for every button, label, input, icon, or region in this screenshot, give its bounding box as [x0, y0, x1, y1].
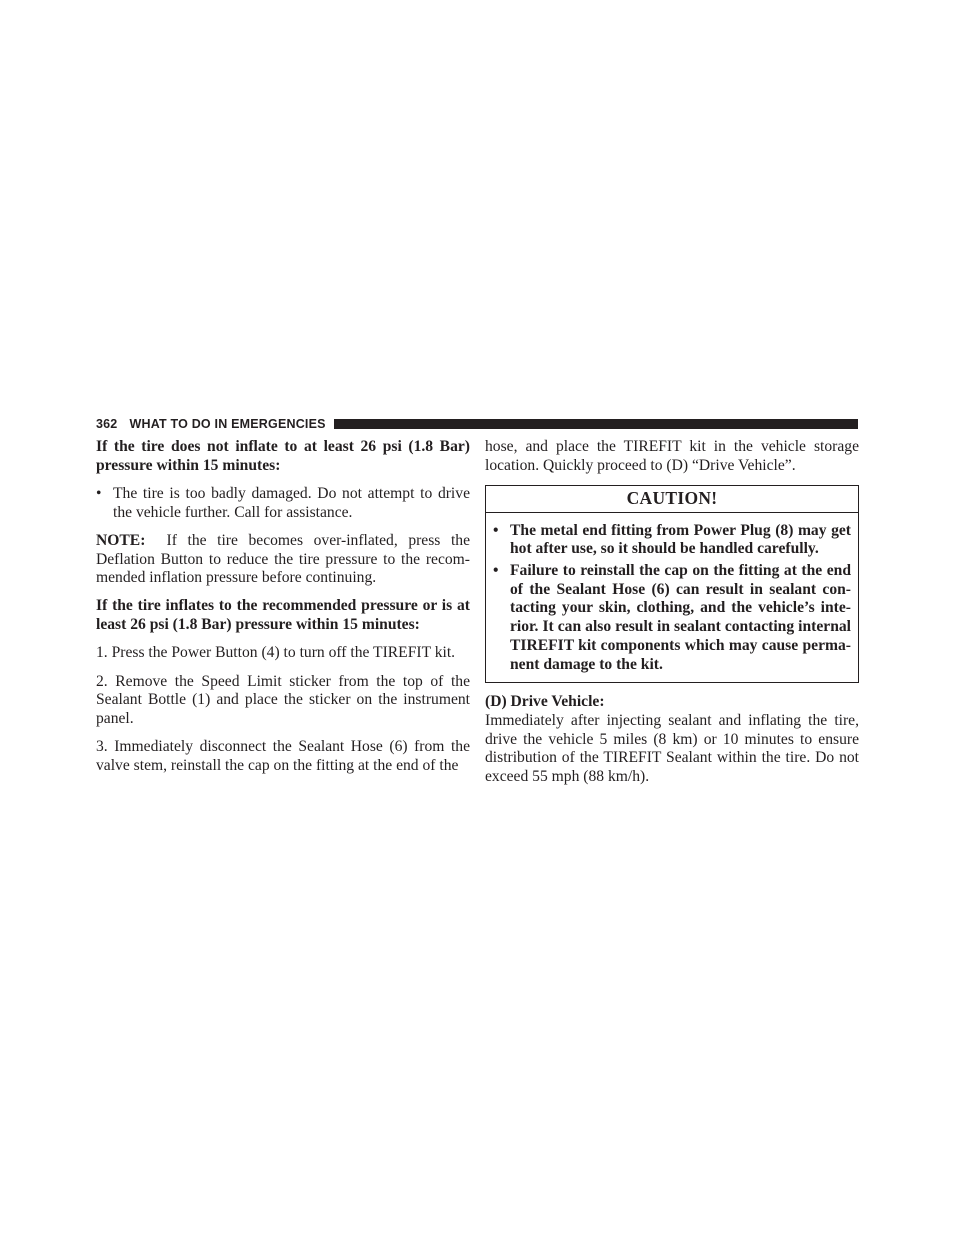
continuation-text: hose, and place the TIREFIT kit in the vehicle storage location. Quickly proceed to (D) “Drive Vehicle”.: [485, 438, 859, 474]
list-item: [493, 562, 851, 674]
page-number: 362: [96, 417, 118, 431]
step-2: 2. Remove the Speed Limit sticker from the top of the Sealant Bottle (1) and place the sticker on the instrument panel.: [96, 672, 470, 727]
heading-not-inflate: If the tire does not inflate to at least 26 psi (1.8 Bar) pressure within 15 minutes:: [96, 438, 470, 474]
caution-item: The metal end fitting from Power Plug (8) may get hot after use, so it should be handled carefully.: [510, 521, 851, 558]
caution-body: [486, 513, 858, 683]
note-text: If the tire becomes over-inflated, press the Deflation Button to reduce the tire pressure to the recom-mended inflation pressure before continuing.: [96, 531, 470, 587]
page-header: [96, 416, 858, 432]
step-3: 3. Immediately disconnect the Sealant Hose (6) from the valve stem, reinstall the cap on the fitting at the end of the: [96, 738, 470, 774]
caution-item: Failure to reinstall the cap on the fitting at the end of the Sealant Hose (6) can result in sealant con-tacting your skin, clothing, and the vehicle’s inte-rior. It can also result in sealant contacting internal TIREFIT kit components which may cause perma-nent damage to the kit.: [510, 562, 851, 673]
header-rule: [334, 419, 858, 429]
caution-box: [485, 485, 859, 683]
left-column: [96, 438, 470, 785]
caution-title: CAUTION!: [486, 486, 858, 513]
step-1: 1. Press the Power Button (4) to turn off the TIREFIT kit.: [96, 644, 456, 662]
bullet-icon: •: [96, 484, 102, 502]
right-column: [485, 438, 859, 796]
bullet-text: The tire is too badly damaged. Do not attempt to drive the vehicle further. Call for assistance.: [113, 484, 470, 521]
note-paragraph: [96, 532, 470, 588]
section-title: WHAT TO DO IN EMERGENCIES: [129, 417, 326, 431]
drive-text: Immediately after injecting sealant and inflating the tire, drive the vehicle 5 miles (8 km) or 10 minutes to ensure distribution of the TIREFIT Sealant within the tire. Do not exceed 55 mph (88 km/h).: [485, 711, 859, 786]
list-item: [96, 485, 470, 522]
bullet-icon: •: [493, 521, 499, 539]
list-item: [493, 522, 851, 559]
note-label: NOTE:: [96, 531, 146, 549]
bullet-icon: •: [493, 562, 499, 580]
heading-inflates: If the tire inflates to the recommended pressure or is at least 26 psi (1.8 Bar) pressure within 15 minutes:: [96, 597, 470, 634]
subheading-drive-vehicle: (D) Drive Vehicle:: [485, 693, 605, 711]
